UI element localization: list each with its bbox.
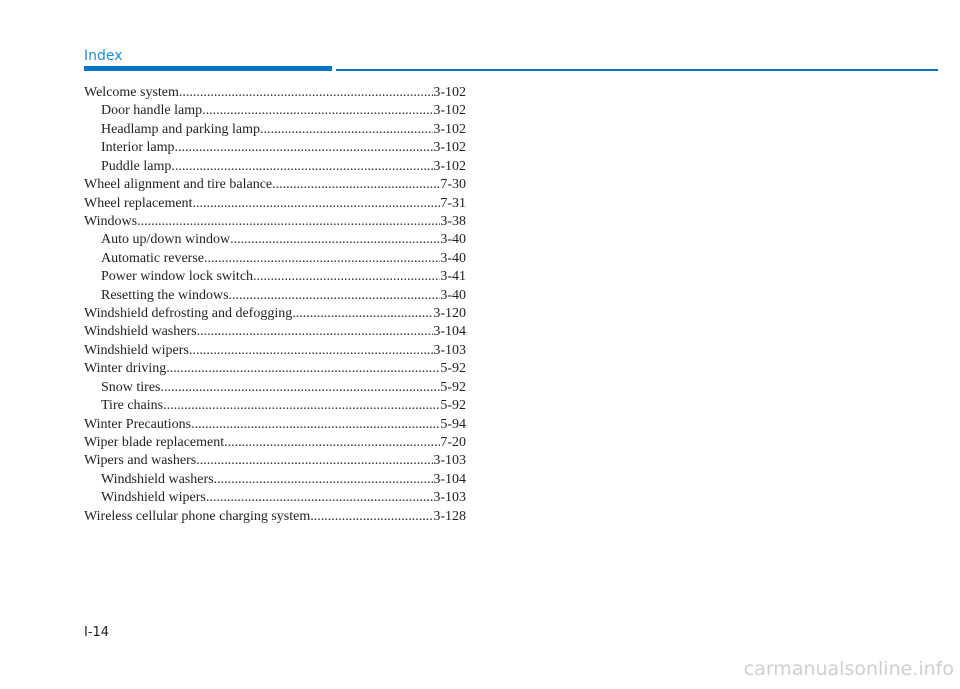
index-entry xyxy=(84,379,466,397)
entry-page: 3-102 xyxy=(433,103,466,119)
dot-leader xyxy=(196,452,433,470)
entry-label: Windshield wipers xyxy=(84,342,189,358)
entry-label: Puddle lamp xyxy=(101,158,172,174)
entry-label: Resetting the windows xyxy=(101,287,229,303)
entry-label: Windows xyxy=(84,213,138,229)
index-entry xyxy=(84,287,466,305)
entry-label: Auto up/down window xyxy=(101,232,231,248)
dot-leader xyxy=(197,323,434,341)
entry-page: 3-40 xyxy=(440,232,466,248)
dot-leader xyxy=(260,121,433,139)
entry-page: 3-102 xyxy=(433,158,466,174)
index-entry xyxy=(84,305,466,323)
entry-page: 3-38 xyxy=(440,213,466,229)
dot-leader xyxy=(292,305,433,323)
index-entry xyxy=(84,360,466,378)
dot-leader xyxy=(191,416,440,434)
entry-page: 3-104 xyxy=(433,324,466,340)
dot-leader xyxy=(310,508,433,526)
entry-label: Snow tires xyxy=(101,379,161,395)
dot-leader xyxy=(163,397,440,415)
dot-leader xyxy=(272,176,440,194)
entry-page: 5-94 xyxy=(440,416,466,432)
entry-page: 3-40 xyxy=(440,287,466,303)
entry-label: Power window lock switch xyxy=(101,269,254,285)
index-entry xyxy=(84,489,466,507)
index-entry xyxy=(84,342,466,360)
dot-leader xyxy=(214,471,434,489)
page-header-title: Index xyxy=(84,48,123,64)
dot-leader xyxy=(189,342,434,360)
entry-page: 3-103 xyxy=(433,453,466,469)
entry-page: 3-104 xyxy=(433,471,466,487)
dot-leader xyxy=(137,213,440,231)
dot-leader xyxy=(179,84,433,102)
index-entry xyxy=(84,158,466,176)
index-entry xyxy=(84,102,466,120)
index-entry xyxy=(84,471,466,489)
index-entry xyxy=(84,231,466,249)
entry-label: Wheel alignment and tire balance xyxy=(84,177,273,193)
dot-leader xyxy=(229,287,441,305)
entry-page: 3-103 xyxy=(433,342,466,358)
index-entry xyxy=(84,434,466,452)
entry-page: 3-103 xyxy=(433,490,466,506)
entry-label: Windshield washers xyxy=(84,324,197,340)
page-number: I-14 xyxy=(84,625,110,640)
index-entry xyxy=(84,213,466,231)
dot-leader xyxy=(224,434,440,452)
entry-page: 7-20 xyxy=(440,435,466,451)
index-entry xyxy=(84,84,466,102)
entry-label: Headlamp and parking lamp xyxy=(101,121,261,137)
dot-leader xyxy=(174,139,433,157)
entry-label: Welcome system xyxy=(84,85,179,100)
index-entry xyxy=(84,121,466,139)
entry-page: 5-92 xyxy=(440,361,466,377)
entry-label: Automatic reverse xyxy=(101,250,205,266)
entry-page: 7-31 xyxy=(440,195,466,211)
entry-label: Wireless cellular phone charging system xyxy=(84,508,311,524)
entry-page: 3-128 xyxy=(433,508,466,524)
entry-label: Wheel replacement xyxy=(84,195,193,211)
header-rule-thin xyxy=(336,69,938,71)
entry-label: Windshield washers xyxy=(101,471,214,487)
dot-leader xyxy=(171,158,433,176)
dot-leader xyxy=(204,250,440,268)
entry-page: 7-30 xyxy=(440,177,466,193)
dot-leader xyxy=(161,379,441,397)
entry-page: 3-102 xyxy=(433,121,466,137)
entry-label: Wipers and washers xyxy=(84,453,197,469)
entry-page: 5-92 xyxy=(440,379,466,395)
index-entry xyxy=(84,268,466,286)
index-entry xyxy=(84,416,466,434)
entry-label: Winter Precautions xyxy=(84,416,192,432)
index-entry xyxy=(84,323,466,341)
entry-label: Tire chains xyxy=(101,398,164,414)
index-entry xyxy=(84,397,466,415)
header-rule-thick xyxy=(84,66,332,71)
entry-label: Windshield wipers xyxy=(101,490,206,506)
index-entry xyxy=(84,139,466,157)
index-entry xyxy=(84,508,466,526)
dot-leader xyxy=(206,489,434,507)
entry-label: Wiper blade replacement xyxy=(84,435,225,451)
dot-leader xyxy=(230,231,440,249)
dot-leader xyxy=(253,268,440,286)
entry-label: Door handle lamp xyxy=(101,103,203,119)
dot-leader xyxy=(192,195,440,213)
dot-leader xyxy=(202,102,433,120)
entry-page: 3-102 xyxy=(433,140,466,156)
entry-page: 3-40 xyxy=(440,250,466,266)
index-entry xyxy=(84,195,466,213)
index-entry xyxy=(84,250,466,268)
entry-label: Winter driving xyxy=(84,361,167,377)
watermark-text: carmanualsonline.info xyxy=(743,658,954,680)
index-entry xyxy=(84,176,466,194)
index-list xyxy=(84,84,466,526)
entry-page: 5-92 xyxy=(440,398,466,414)
entry-page: 3-102 xyxy=(433,85,466,100)
dot-leader xyxy=(166,360,440,378)
entry-page: 3-120 xyxy=(433,306,466,322)
entry-label: Windshield defrosting and defogging xyxy=(84,306,293,322)
index-entry xyxy=(84,452,466,470)
entry-label: Interior lamp xyxy=(101,140,175,156)
entry-page: 3-41 xyxy=(440,269,466,285)
